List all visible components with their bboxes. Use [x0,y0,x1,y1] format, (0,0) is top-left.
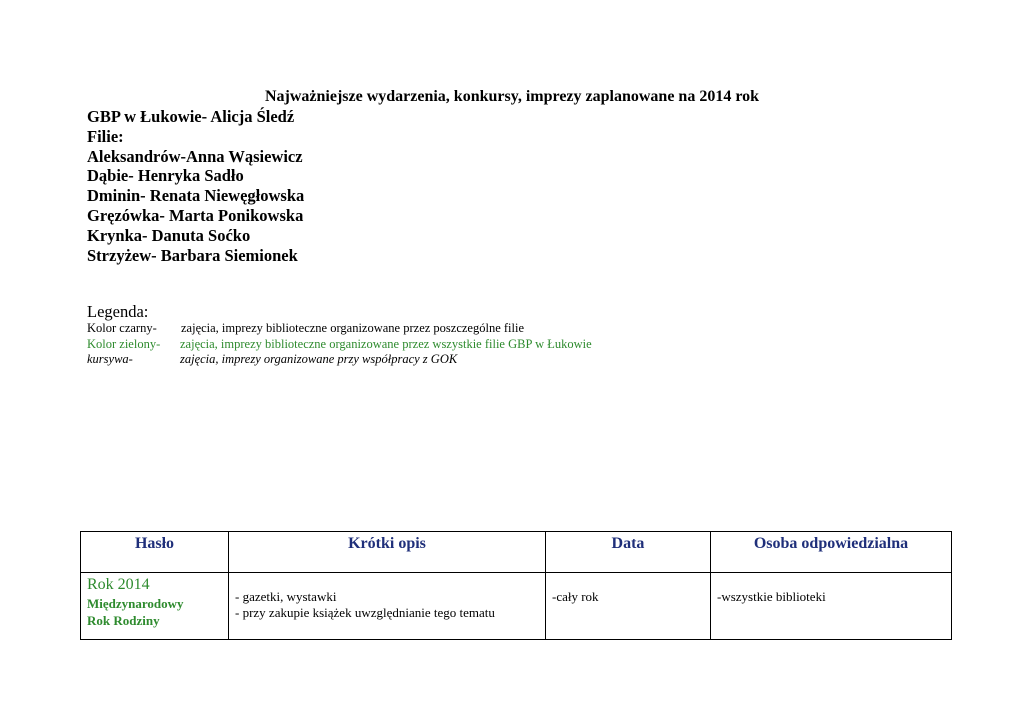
legend-desc: zajęcia, imprezy biblioteczne organizowane przez wszystkie filie GBP w Łukowie [180,336,592,351]
header-haslo: Hasło [81,532,229,573]
haslo-main: Rok 2014 [87,576,150,593]
cell-haslo [81,573,229,640]
staff-branch-krynka: Krynka- Danuta Soćko [87,225,251,245]
legend-key: kursywa- [87,352,133,366]
opis-line: - przy zakupie książek uwzględnianie tego tematu [235,605,495,620]
legend-row-black [87,321,592,337]
cell-data: -cały rok [546,573,711,640]
staff-branch-dminin: Dminin- Renata Niewęgłowska [87,186,305,206]
events-table [80,531,952,640]
table-row [81,573,952,640]
header-opis: Krótki opis [229,532,546,573]
legend-desc: zajęcia, imprezy biblioteczne organizowane przez poszczególne filie [181,321,524,335]
haslo-sub: Międzynarodowy [87,596,184,611]
haslo-sub: Rok Rodziny [87,613,160,628]
legend [87,321,592,368]
staff-branch-aleksandrow: Aleksandrów-Anna Wąsiewicz [87,146,303,166]
legend-key: Kolor czarny- [87,321,157,335]
legend-key: Kolor zielony- [87,336,161,351]
legend-row-italic [87,352,592,368]
staff-branch-strzyzew: Strzyżew- Barbara Siemionek [87,245,298,265]
staff-list [87,107,304,265]
table-header-row [81,532,952,573]
header-osoba: Osoba odpowiedzialna [711,532,952,573]
staff-main-library: GBP w Łukowie- Alicja Śledź [87,107,295,126]
cell-opis [229,573,546,640]
header-data: Data [546,532,711,573]
cell-osoba: -wszystkie biblioteki [711,573,952,640]
staff-branches-label: Filie: [87,126,124,146]
legend-desc: zajęcia, imprezy organizowane przy współpracy z GOK [180,352,458,366]
opis-line: - gazetki, wystawki [235,589,337,604]
staff-branch-dabie: Dąbie- Henryka Sadło [87,166,244,186]
legend-row-green [87,337,592,353]
page-title: Najważniejsze wydarzenia, konkursy, imprezy zaplanowane na 2014 rok [264,88,760,105]
staff-branch-grezowka: Gręzówka- Marta Ponikowska [87,205,304,225]
legend-title: Legenda: [87,302,149,321]
